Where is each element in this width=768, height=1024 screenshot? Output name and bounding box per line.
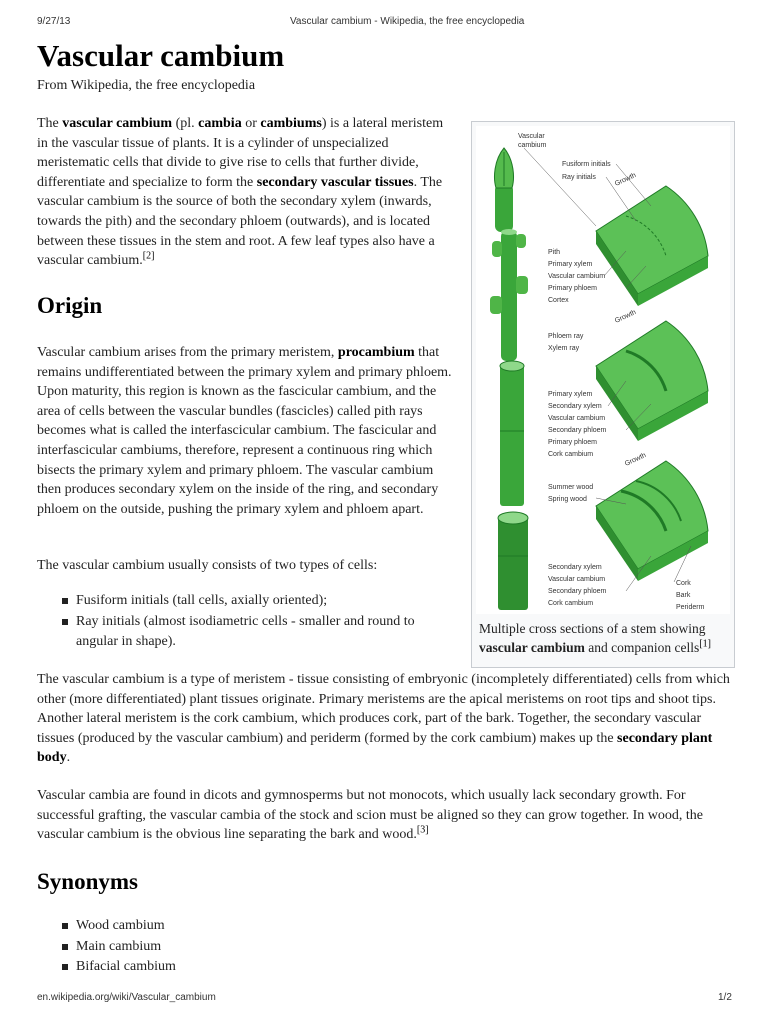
- reference-link[interactable]: [3]: [416, 824, 429, 836]
- label-cork-cambium: Cork cambium: [548, 451, 594, 458]
- origin-paragraph-2: The vascular cambium usually consists of two types of cells:: [37, 558, 378, 573]
- label-secondary-xylem: Secondary xylem: [548, 564, 602, 571]
- print-page-title: Vascular cambium - Wikipedia, the free encyclopedia: [290, 16, 525, 27]
- list-item: Main cambium: [37, 937, 437, 958]
- link-procambium[interactable]: procambium: [337, 345, 415, 360]
- label-pith: Pith: [548, 249, 561, 256]
- label-periderm: Periderm: [676, 604, 705, 611]
- label-primary-xylem: Primary xylem: [548, 261, 593, 268]
- origin-paragraph-3: The vascular cambium is a type of meristem - tissue consisting of embryonic (incompletely differentiated) cells from which other (more differentiated) plant tissues originate. Primary meristems are the apical meristems on root tips and shoot tips. Another lateral meristem is the cork cambium, which produces cork, part of the bark. Together, the secondary vascular tissues (produced by the vascular cambium) and periderm (formed by the cork cambium) makes up the secondary plant body.: [37, 672, 730, 766]
- term-secondary-plant-body: secondary plant body: [37, 730, 713, 766]
- label-vascular-cambium: Vascular cambium: [548, 415, 606, 422]
- page-subtitle: From Wikipedia, the free encyclopedia: [37, 78, 256, 93]
- page-title: Vascular cambium: [37, 38, 285, 73]
- list-item: Fusiform initials (tall cells, axially oriented);: [37, 591, 452, 612]
- list-item: Ray initials (almost isodiametric cells - smaller and round to angular in shape).: [37, 612, 452, 653]
- term-cambia: cambia: [198, 116, 242, 131]
- label-vascular-cambium: Vascular cambium: [548, 273, 606, 280]
- cell-types-list: [37, 591, 452, 653]
- section-heading-origin: Origin: [37, 293, 103, 318]
- term-vascular-cambium: vascular cambium: [62, 116, 173, 131]
- stem-mid-illustration: [500, 361, 524, 506]
- intro-paragraph: The vascular cambium (pl. cambia or cambiums) is a lateral meristem in the vascular tissue of plants. It is a cylinder of unspecialized meristematic cells that divide to give rise to cells that further divide, differentiate and specialize to form the secondary vascular tissues. The vascular cambium is the source of both the secondary xylem (inwards, towards the pith) and the secondary phloem (outwards), and is located between these tissues in the stem and root. A few leaf types also have a vascular cambium.[2]: [37, 116, 444, 269]
- list-item: Bifacial cambium: [37, 957, 437, 978]
- label-secondary-xylem: Secondary xylem: [548, 403, 602, 410]
- label-primary-xylem: Primary xylem: [548, 391, 593, 398]
- label-vascular-cambium: Vascular cambium: [548, 576, 606, 583]
- label-spring-wood: Spring wood: [548, 496, 587, 503]
- label-cortex: Cortex: [548, 297, 569, 304]
- term-secondary-vascular-tissues: secondary vascular tissues: [256, 174, 414, 190]
- label-secondary-phloem: Secondary phloem: [548, 427, 607, 434]
- stem-bud-illustration: [495, 148, 514, 232]
- print-url: en.wikipedia.org/wiki/Vascular_cambium: [37, 992, 216, 1003]
- cross-section-3: [596, 461, 708, 581]
- synonyms-list: [37, 916, 437, 978]
- label-growth: Growth: [623, 451, 648, 468]
- reference-link[interactable]: [1]: [699, 638, 711, 650]
- label-cork: Cork: [676, 580, 691, 587]
- label-secondary-phloem: Secondary phloem: [548, 588, 607, 595]
- print-page-number: 1/2: [718, 992, 732, 1003]
- label-fusiform-initials: Fusiform initials: [562, 161, 611, 168]
- term-cambiums: cambiums: [260, 116, 322, 131]
- label-cork-cambium: Cork cambium: [548, 600, 594, 607]
- label-growth: Growth: [613, 171, 638, 188]
- label-primary-phloem: Primary phloem: [548, 285, 598, 292]
- label-ray-initials: Ray initials: [562, 174, 596, 181]
- label-growth: Growth: [613, 308, 638, 325]
- label-bark: Bark: [676, 592, 691, 599]
- label-primary-phloem: Primary phloem: [548, 439, 598, 446]
- list-item: Wood cambium: [37, 916, 437, 937]
- cross-section-2: [596, 321, 708, 441]
- origin-paragraph-1: Vascular cambium arises from the primary meristem, procambium that remains undifferentiated between the primary xylem and primary phloem. Upon maturity, this region is known as the fascicular cambium, and the area of cells between the vascular bundles (fascicles) called pith rays becomes what is called the interfascicular cambium. The fascicular and interfascicular cambiums, therefore, represent a continuous ring which bisects the primary xylem and primary phloem. The vascular cambium then produces secondary xylem on the inside of the ring, and secondary phloem on the outside, pushing the primary xylem and phloem apart.: [37, 345, 452, 517]
- stem-cross-section-diagram[interactable]: [476, 126, 730, 614]
- origin-paragraph-4: Vascular cambia are found in dicots and gymnosperms but not monocots, which usually lack secondary growth. For successful grafting, the vascular cambia of the stock and scion must be aligned so they can grow together. In wood, the vascular cambium is the obvious line separating the bark and wood.[3]: [37, 788, 703, 843]
- section-heading-synonyms: Synonyms: [37, 869, 138, 894]
- cross-section-1: [596, 186, 708, 306]
- figure-thumbnail: [471, 121, 735, 668]
- reference-link[interactable]: [2]: [142, 250, 155, 262]
- label-xylem-ray: Xylem ray: [548, 345, 580, 352]
- print-date: 9/27/13: [37, 16, 71, 27]
- label-summer-wood: Summer wood: [548, 484, 594, 491]
- label-cambium: cambium: [518, 142, 547, 149]
- stem-young-illustration: [490, 229, 528, 361]
- figure-caption: Multiple cross sections of a stem showing vascular cambium and companion cells[1]: [479, 621, 711, 655]
- label-phloem-ray: Phloem ray: [548, 333, 584, 340]
- stem-diagram-svg: [476, 126, 730, 614]
- label-vascular: Vascular: [518, 133, 545, 140]
- stem-old-illustration: [498, 512, 528, 610]
